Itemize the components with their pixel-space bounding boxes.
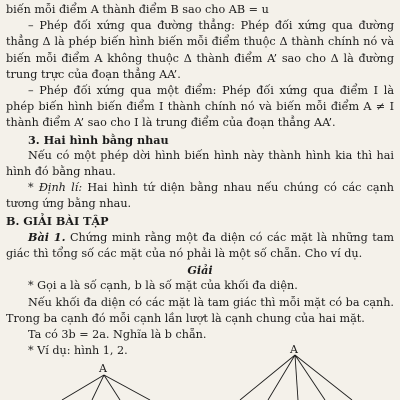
solution-line-1: * Gọi a là số cạnh, b là số mặt của khối đa diện. xyxy=(28,279,298,293)
figure-1-bipyramid xyxy=(62,375,150,400)
theorem-label: * Định lí: xyxy=(28,181,83,195)
polyhedron-figures xyxy=(0,345,400,400)
theorem-text: Hai hình tứ diện bằng nhau nếu chúng có các cạnh tương ứng bằng nhau. xyxy=(6,181,395,211)
paragraph-exercise-1 xyxy=(6,229,394,262)
fig2-edge-1 xyxy=(240,355,295,400)
paragraph-line-reflection: – Phép đối xứng qua đường thẳng: Phép đối xứng qua đường thẳng Δ là phép biến hình biến mỗi điểm thuộc Δ thành chính nó và biến mỗi điểm A không thuộc Δ thành điểm A’ sao cho Δ là đường trung trực của đoạn thẳng AA’. xyxy=(6,19,394,81)
vector-u: → u xyxy=(262,2,269,18)
figure-2-pyramid xyxy=(240,355,352,400)
solution-line-4: * Ví dụ: hình 1, 2. xyxy=(28,344,128,358)
text-translation-end: biến mỗi điểm A thành điểm B sao cho xyxy=(6,3,229,16)
figures-area xyxy=(0,345,400,400)
heading-equal-figures: 3. Hai hình bằng nhau xyxy=(28,132,169,147)
fig1-apex-label: A xyxy=(99,362,107,375)
heading-exercises: B. GIẢI BÀI TẬP xyxy=(6,213,109,228)
paragraph-equal-figures: Nếu có một phép dời hình biến hình này thành hình kia thì hai hình đó bằng nhau. xyxy=(6,148,394,179)
line-translation-end: biến mỗi điểm A thành điểm B sao cho → AB = → u xyxy=(6,2,394,18)
fig2-apex-label: A xyxy=(290,345,298,356)
fig2-edge-5 xyxy=(295,355,352,400)
exercise-1-label: Bài 1. xyxy=(28,229,66,244)
paragraph-point-reflection: – Phép đối xứng qua một điểm: Phép đối xứng qua điểm I là phép biến hình biến điểm I thành chính nó và biến mỗi điểm A ≠ I thành điểm A’ sao cho I là trung điểm của đoạn thẳng AA’. xyxy=(6,84,394,130)
fig2-edge-4 xyxy=(295,355,325,400)
vector-ab: → AB xyxy=(229,2,245,18)
fig1-edge-mid-right xyxy=(104,375,120,400)
fig2-edge-3 xyxy=(295,355,298,400)
heading-solution: Giải xyxy=(187,263,213,278)
exercise-1-text: Chứng minh rằng một đa diện có các mặt là những tam giác thì tổng số các mặt của nó phải là một số chẵn. Cho ví dụ. xyxy=(6,230,395,261)
fig2-edge-2 xyxy=(268,355,295,400)
paragraph-theorem xyxy=(6,180,394,212)
fig1-edge-right xyxy=(104,375,150,400)
solution-line-3: Ta có 3b = 2a. Nghĩa là b chẵn. xyxy=(28,328,207,342)
solution-line-2: Nếu khối đa diện có các mặt là tam giác thì mỗi mặt có ba cạnh. Trong ba cạnh đó mỗi cạnh lần lượt là cạnh chung của hai mặt. xyxy=(6,295,394,325)
